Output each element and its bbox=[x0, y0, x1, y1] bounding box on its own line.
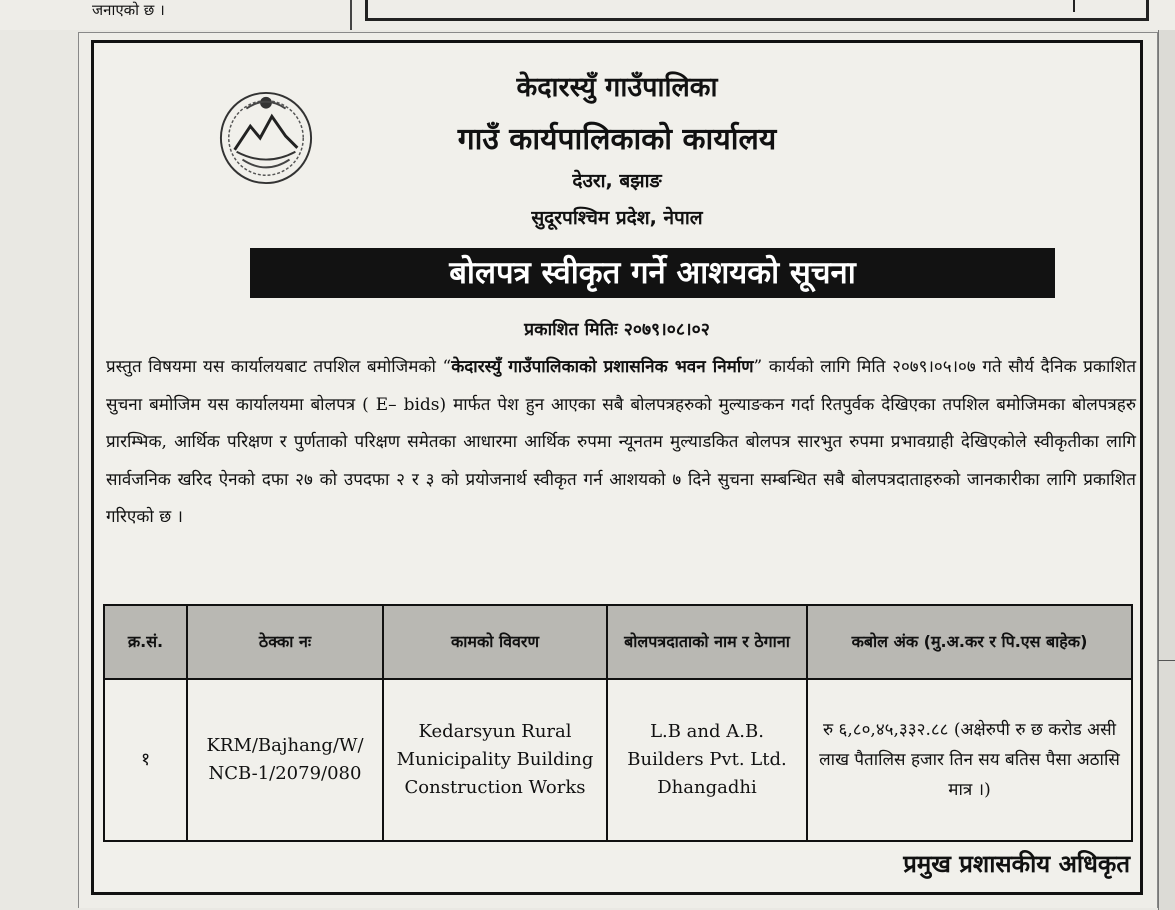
header-sn: क्र.सं. bbox=[104, 605, 187, 679]
body-text-part1: प्रस्तुत विषयमा यस कार्यालयबाट तपशिल बमोजिमको “ bbox=[106, 357, 452, 377]
publish-date-label: प्रकाशित मितिः bbox=[524, 320, 618, 340]
adjacent-column-rule bbox=[1158, 660, 1175, 661]
table-row bbox=[104, 679, 1132, 841]
bid-table bbox=[103, 604, 1133, 842]
notice-title: बोलपत्र स्वीकृत गर्ने आशयको सूचना bbox=[250, 248, 1055, 298]
column-divider bbox=[350, 0, 352, 30]
body-text-part2: ” कार्यको लागि मिति २०७९।०५।०७ गते सौर्य दैनिक प्रकाशित सुचना बमोजिम यस कार्यालयमा बोलपत्र ( E– bids) मार्फत पेश हुन आएका सबै बोलपत्रहरुको मुल्याङकन गर्दा रितपुर्वक देखिएका तपशिल बमोजिमका बोलपत्रहरु प्रारम्भिक, आर्थिक परिक्षण र पुर्णताको परिक्षण समेतका आधारमा आर्थिक रुपमा न्यूनतम मुल्याडकित बोलपत्र सारभुत रुपमा प्रभावग्राही देखिएकोले स्वीकृतीका लागि सार्वजनिक खरिद ऐनको दफा २७ को उपदफा २ र ३ को प्रयोजनार्थ स्वीकृत गर्न आशयको ७ दिने सुचना सम्बन्धित सबै बोलपत्रदाताहरुको जानकारीका लागि प्रकाशित गरिएको छ । bbox=[106, 357, 1137, 527]
adjacent-column bbox=[1158, 30, 1175, 910]
office-name: गाउँ कार्यपालिकाको कार्यालय bbox=[457, 122, 777, 157]
office-location: देउरा, बझाङ bbox=[572, 170, 662, 192]
previous-notice-box bbox=[365, 0, 1149, 21]
notice-box bbox=[91, 40, 1143, 895]
municipality-name: केदारस्युँ गाउँपालिका bbox=[516, 72, 718, 103]
previous-notice-text: जनाएको छ । bbox=[92, 1, 165, 19]
header-contract-no: ठेक्का नः bbox=[187, 605, 383, 679]
cell-contract-no: KRM/Bajhang/W/ NCB-1/2079/080 bbox=[187, 679, 383, 841]
header-bidder: बोलपत्रदाताको नाम र ठेगाना bbox=[607, 605, 807, 679]
project-name: केदारस्युँ गाउँपालिकाको प्रशासनिक भवन निर्माण bbox=[451, 357, 754, 377]
signatory-title: प्रमुख प्रशासकीय अधिकृत bbox=[903, 850, 1130, 878]
publish-date-value: २०७९।०८।०२ bbox=[623, 320, 710, 340]
cell-work-description: Kedarsyun Rural Municipality Building Construction Works bbox=[383, 679, 607, 841]
cell-sn: १ bbox=[104, 679, 187, 841]
publish-date bbox=[94, 317, 1140, 341]
cell-bidder: L.B and A.B. Builders Pvt. Ltd. Dhangadhi bbox=[607, 679, 807, 841]
previous-notice-fragment bbox=[0, 0, 1175, 30]
notice-body bbox=[106, 349, 1136, 537]
table-header-row bbox=[104, 605, 1132, 679]
province-country: सुदूरपश्चिम प्रदेश, नेपाल bbox=[531, 207, 703, 229]
header-bid-amount: कबोल अंक (मु.अ.कर र पि.एस बाहेक) bbox=[807, 605, 1132, 679]
cell-bid-amount: रु ६,८०,४५,३३२.८८ (अक्षेरुपी रु छ करोड असी लाख पैतालिस हजार तिन सय बतिस पैसा अठासि मात्र ।) bbox=[807, 679, 1132, 841]
header-work-description: कामको विवरण bbox=[383, 605, 607, 679]
box-divider bbox=[1073, 0, 1075, 12]
